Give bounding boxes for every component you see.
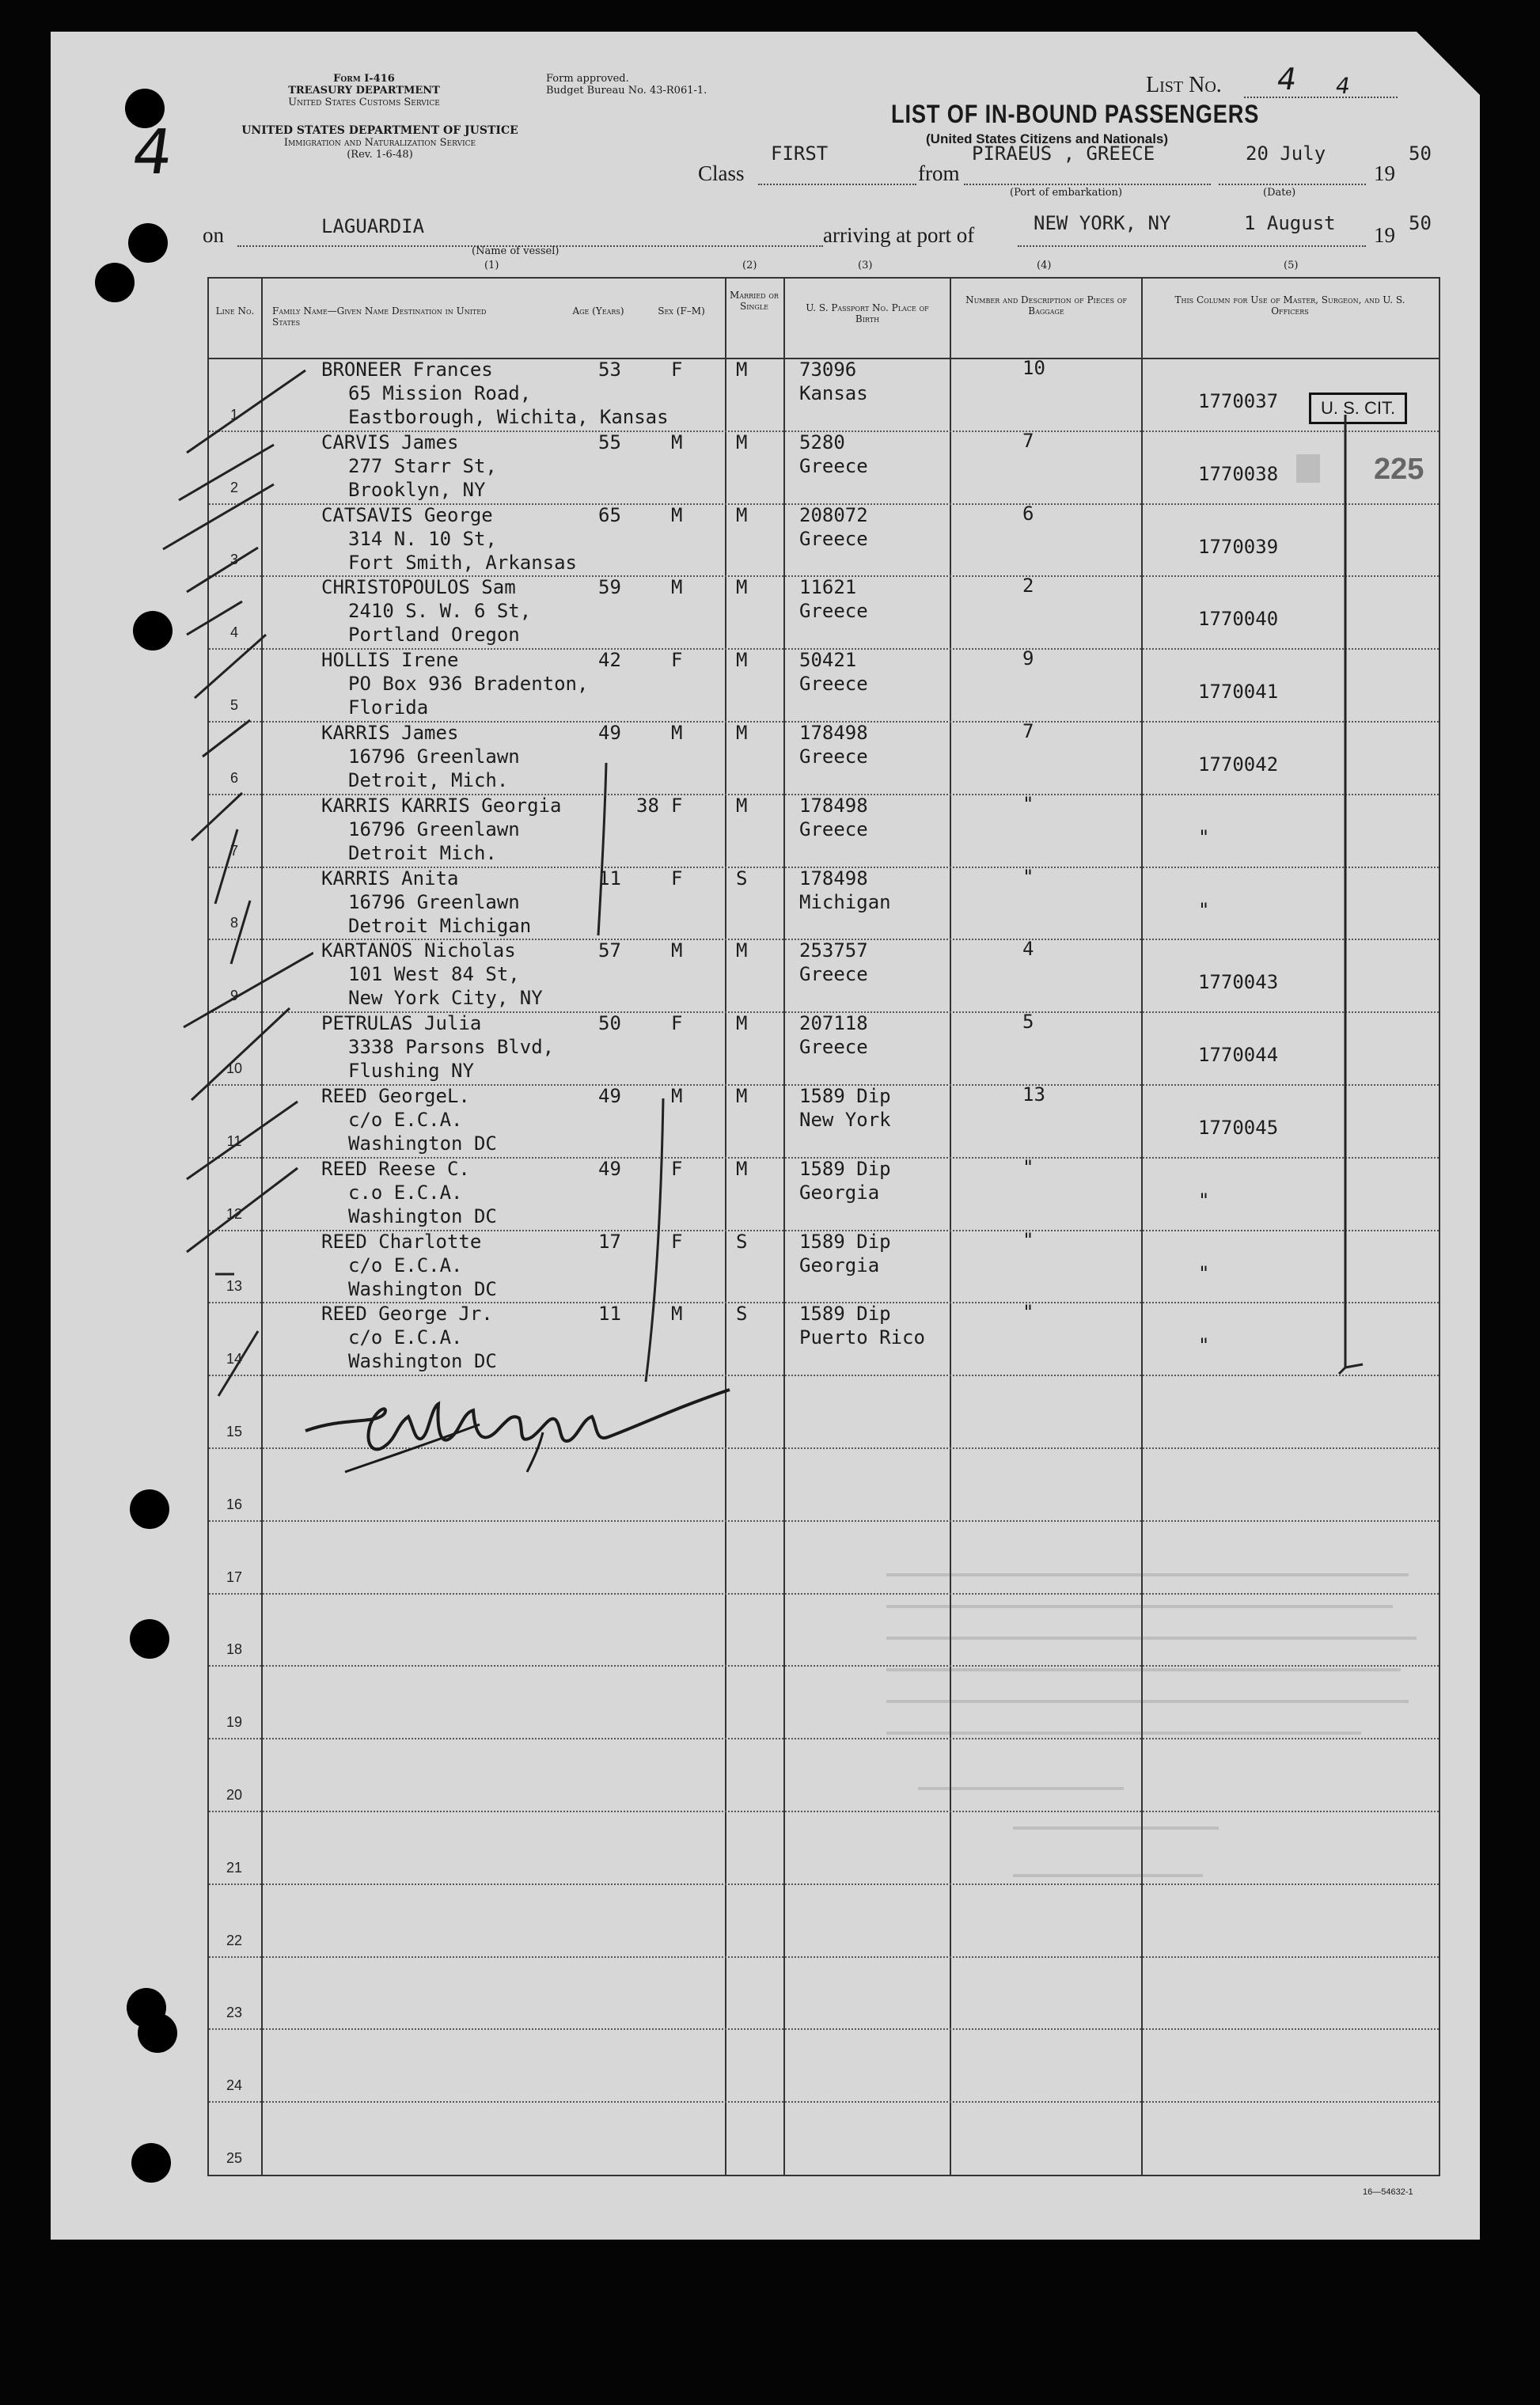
passenger-name: CARVIS James bbox=[321, 431, 459, 453]
sex: F bbox=[671, 358, 683, 381]
vessel-caption: (Name of vessel) bbox=[472, 245, 559, 257]
page-subtitle: (United States Citizens and Nationals) bbox=[926, 131, 1169, 146]
passport-number: 5280 bbox=[799, 431, 845, 453]
baggage-count: 4 bbox=[1022, 938, 1034, 960]
destination-street: 16796 Greenlawn bbox=[348, 891, 520, 913]
justice-block bbox=[198, 125, 562, 161]
treasury-department: TREASURY DEPARTMENT bbox=[288, 85, 440, 97]
passport-number: 73096 bbox=[799, 358, 857, 381]
passenger-name: REED Reese C. bbox=[321, 1158, 470, 1180]
binder-hole bbox=[130, 1489, 169, 1529]
baggage-count: " bbox=[1022, 1229, 1034, 1251]
sex: F bbox=[671, 795, 683, 817]
destination-city: Flushing NY bbox=[348, 1060, 474, 1082]
year-prefix: 19 bbox=[1374, 161, 1395, 185]
col-number: (4) bbox=[1037, 260, 1052, 271]
line-number: 21 bbox=[226, 1860, 243, 1876]
destination-city: Detroit Michigan bbox=[348, 915, 532, 937]
line-number: 23 bbox=[226, 2005, 243, 2020]
age: 57 bbox=[598, 939, 621, 962]
place-of-birth: Kansas bbox=[799, 382, 868, 404]
officer-number: 1770039 bbox=[1198, 536, 1279, 558]
destination-street: 3338 Parsons Blvd, bbox=[348, 1036, 555, 1058]
line-number: 19 bbox=[226, 1714, 243, 1730]
sex: F bbox=[671, 1158, 683, 1180]
passenger-name: KARRIS Anita bbox=[321, 867, 459, 890]
sex: M bbox=[671, 576, 683, 598]
class-value: FIRST bbox=[771, 142, 829, 165]
col-number: (3) bbox=[858, 260, 873, 271]
destination-street: 2410 S. W. 6 St, bbox=[348, 600, 532, 622]
justice-department: UNITED STATES DEPARTMENT OF JUSTICE bbox=[241, 124, 518, 137]
line-number: 1 bbox=[229, 407, 238, 423]
passenger-name: REED George Jr. bbox=[321, 1303, 493, 1325]
marital-status: S bbox=[736, 1303, 748, 1325]
budget-bureau: Budget Bureau No. 43-R061-1. bbox=[546, 85, 707, 97]
baggage-count: 7 bbox=[1022, 430, 1034, 452]
age: 42 bbox=[598, 649, 621, 671]
col-header-age: Age (Years) bbox=[572, 305, 624, 317]
bleed-through bbox=[886, 1559, 1424, 1931]
baggage-count: 6 bbox=[1022, 503, 1034, 525]
destination-street: PO Box 936 Bradenton, bbox=[348, 673, 589, 695]
marital-status: M bbox=[736, 795, 748, 817]
destination-city: Brooklyn, NY bbox=[348, 479, 486, 501]
destination-street: c/o E.C.A. bbox=[348, 1254, 463, 1276]
officer-number: " bbox=[1198, 1262, 1210, 1284]
destination-city: Florida bbox=[348, 696, 429, 719]
line-number: 8 bbox=[229, 915, 238, 931]
officer-number: 1770042 bbox=[1198, 753, 1279, 776]
form-number: Form I-416 bbox=[333, 73, 395, 85]
destination-street: c.o E.C.A. bbox=[348, 1182, 463, 1204]
age: 65 bbox=[598, 504, 621, 526]
marital-status: M bbox=[736, 504, 748, 526]
port-caption: (Port of embarkation) bbox=[1010, 187, 1123, 199]
passenger-name: HOLLIS Irene bbox=[321, 649, 459, 671]
baggage-count: 2 bbox=[1022, 575, 1034, 597]
place-of-birth: Georgia bbox=[799, 1254, 880, 1276]
col-header-baggage: Number and Description of Pieces of Baggage bbox=[965, 294, 1127, 317]
baggage-count: 9 bbox=[1022, 647, 1034, 670]
baggage-count: " bbox=[1022, 1301, 1034, 1323]
reed-family-bracket bbox=[639, 1095, 671, 1388]
col-divider bbox=[783, 277, 785, 2176]
customs-service: United States Customs Service bbox=[288, 97, 440, 108]
passport-number: 1589 Dip bbox=[799, 1158, 891, 1180]
marital-status: M bbox=[736, 649, 748, 671]
passport-number: 178498 bbox=[799, 795, 868, 817]
immigration-service: Immigration and Naturalization Service bbox=[283, 137, 476, 149]
sex: M bbox=[671, 1085, 683, 1107]
destination-street: 16796 Greenlawn bbox=[348, 745, 520, 768]
sex: M bbox=[671, 431, 683, 453]
list-no-value: 4 bbox=[1274, 62, 1300, 97]
row-divider bbox=[209, 1956, 1439, 1958]
line-number: 2 bbox=[229, 480, 238, 495]
age: 49 bbox=[598, 1085, 621, 1107]
sex: F bbox=[671, 867, 683, 890]
on-label: on bbox=[203, 223, 224, 247]
destination-street: 277 Starr St, bbox=[348, 455, 497, 477]
place-of-birth: Puerto Rico bbox=[799, 1326, 925, 1349]
passport-number: 253757 bbox=[799, 939, 868, 962]
age: 38 bbox=[636, 795, 659, 817]
age: 11 bbox=[598, 1303, 621, 1325]
footer-code: 16—54632-1 bbox=[1363, 2187, 1413, 2197]
row-divider bbox=[209, 2028, 1439, 2030]
destination-city: Eastborough, Wichita, Kansas bbox=[348, 406, 669, 428]
marital-status: M bbox=[736, 358, 748, 381]
destination-city: Detroit Mich. bbox=[348, 842, 497, 864]
officer-number: " bbox=[1198, 1334, 1210, 1356]
col-header-name: Family Name—Given Name Destination in United States bbox=[272, 305, 487, 328]
place-of-birth: Michigan bbox=[799, 891, 891, 913]
list-no-label: List No. bbox=[1146, 73, 1222, 97]
passport-number: 1589 Dip bbox=[799, 1303, 891, 1325]
col-divider bbox=[725, 277, 726, 2176]
baggage-count: " bbox=[1022, 866, 1034, 888]
officer-number: 1770038 bbox=[1198, 463, 1279, 485]
line-number: 4 bbox=[229, 624, 238, 640]
passenger-name: CHRISTOPOULOS Sam bbox=[321, 576, 516, 598]
row-divider bbox=[209, 1520, 1439, 1522]
embarkation-date: 20 July bbox=[1246, 142, 1326, 165]
officer-number: " bbox=[1198, 899, 1210, 921]
officer-bracket bbox=[1337, 412, 1385, 1377]
passenger-name: BRONEER Frances bbox=[321, 358, 493, 381]
line-number: 20 bbox=[226, 1787, 243, 1803]
marital-status: M bbox=[736, 1158, 748, 1180]
age: 49 bbox=[598, 722, 621, 744]
place-of-birth: Georgia bbox=[799, 1182, 880, 1204]
baggage-count: 5 bbox=[1022, 1011, 1034, 1033]
place-of-birth: Greece bbox=[799, 600, 868, 622]
col-header-sex: Sex (F–M) bbox=[658, 305, 705, 317]
binder-hole bbox=[95, 263, 135, 302]
col-number: (1) bbox=[484, 260, 499, 271]
line-number: 25 bbox=[226, 2150, 243, 2166]
class-label: Class bbox=[698, 161, 745, 185]
officer-number: 1770040 bbox=[1198, 608, 1279, 630]
sex: M bbox=[671, 939, 683, 962]
karris-family-bracket bbox=[592, 760, 616, 942]
destination-street: c/o E.C.A. bbox=[348, 1109, 463, 1131]
passport-number: 178498 bbox=[799, 867, 868, 890]
place-of-birth: Greece bbox=[799, 818, 868, 840]
line-number: 11 bbox=[226, 1133, 242, 1149]
binder-hole bbox=[138, 2013, 177, 2053]
row-check-marks bbox=[155, 366, 313, 1410]
sex: M bbox=[671, 504, 683, 526]
line-number: 17 bbox=[226, 1569, 243, 1585]
destination-street: c/o E.C.A. bbox=[348, 1326, 463, 1349]
folded-corner bbox=[1417, 32, 1480, 95]
passport-number: 208072 bbox=[799, 504, 868, 526]
arrival-date: 1 August bbox=[1244, 212, 1336, 234]
line-number: 6 bbox=[229, 770, 238, 786]
line-number: 3 bbox=[229, 552, 238, 567]
col-header-married: Married or Single bbox=[730, 290, 779, 312]
line-number: 15 bbox=[226, 1424, 243, 1440]
baggage-count: " bbox=[1022, 793, 1034, 815]
table-bottom-border bbox=[207, 2175, 1440, 2176]
line-number: 24 bbox=[226, 2077, 243, 2093]
stamp-count-smudge bbox=[1296, 454, 1320, 483]
arriving-label: arriving at port of bbox=[823, 223, 975, 247]
age: 59 bbox=[598, 576, 621, 598]
age: 50 bbox=[598, 1012, 621, 1034]
line-number: 22 bbox=[226, 1933, 243, 1948]
destination-street: 101 West 84 St, bbox=[348, 963, 520, 985]
officer-number: 1770041 bbox=[1198, 681, 1279, 703]
col-header-passport: U. S. Passport No. Place of Birth bbox=[806, 302, 929, 324]
passenger-name: KARRIS James bbox=[321, 722, 459, 744]
passport-number: 178498 bbox=[799, 722, 868, 744]
vessel-name: LAGUARDIA bbox=[321, 215, 425, 237]
passport-number: 207118 bbox=[799, 1012, 868, 1034]
sex: M bbox=[671, 722, 683, 744]
passenger-name: KARTANOS Nicholas bbox=[321, 939, 516, 962]
marital-status: M bbox=[736, 1085, 748, 1107]
destination-city: Washington DC bbox=[348, 1350, 497, 1372]
place-of-birth: Greece bbox=[799, 1036, 868, 1058]
col-header-officers: This Column for Use of Master, Surgeon, and U. S. Officers bbox=[1174, 294, 1405, 317]
baggage-count: " bbox=[1022, 1156, 1034, 1178]
approval-block bbox=[546, 73, 707, 97]
destination-city: New York City, NY bbox=[348, 987, 543, 1009]
marital-status: S bbox=[736, 867, 748, 890]
line-number: 18 bbox=[226, 1641, 243, 1657]
passenger-name: CATSAVIS George bbox=[321, 504, 493, 526]
binder-hole bbox=[128, 223, 168, 263]
date-caption: (Date) bbox=[1263, 187, 1296, 199]
page-number-note: 4 bbox=[127, 117, 177, 188]
arrival-port: NEW YORK, NY bbox=[1034, 212, 1171, 234]
line-number: 10 bbox=[226, 1060, 243, 1076]
col-number: (5) bbox=[1284, 260, 1299, 271]
destination-street: 65 Mission Road, bbox=[348, 382, 532, 404]
list-no-extra: 4 bbox=[1333, 73, 1352, 99]
age: 11 bbox=[598, 867, 621, 890]
place-of-birth: Greece bbox=[799, 745, 868, 768]
line-number: 12 bbox=[226, 1206, 243, 1222]
age: 53 bbox=[598, 358, 621, 381]
arrival-year-prefix: 19 bbox=[1374, 223, 1395, 247]
passenger-name: REED GeorgeL. bbox=[321, 1085, 470, 1107]
page-title: LIST OF IN-BOUND PASSENGERS bbox=[891, 100, 1260, 128]
passenger-name: PETRULAS Julia bbox=[321, 1012, 482, 1034]
marital-status: M bbox=[736, 939, 748, 962]
from-label: from bbox=[918, 161, 960, 185]
passport-number: 1589 Dip bbox=[799, 1231, 891, 1253]
passport-number: 50421 bbox=[799, 649, 857, 671]
passenger-name: REED Charlotte bbox=[321, 1231, 482, 1253]
marital-status: M bbox=[736, 431, 748, 453]
destination-street: 314 N. 10 St, bbox=[348, 528, 497, 550]
destination-street: 16796 Greenlawn bbox=[348, 818, 520, 840]
destination-city: Fort Smith, Arkansas bbox=[348, 552, 577, 574]
binder-hole bbox=[130, 1619, 169, 1659]
col-number: (2) bbox=[742, 260, 757, 271]
destination-city: Washington DC bbox=[348, 1205, 497, 1227]
sex: F bbox=[671, 649, 683, 671]
sex: M bbox=[671, 1303, 683, 1325]
officer-number: " bbox=[1198, 826, 1210, 848]
line-number: 14 bbox=[226, 1351, 243, 1367]
place-of-birth: Greece bbox=[799, 673, 868, 695]
marital-status: S bbox=[736, 1231, 748, 1253]
officer-number: 1770037 bbox=[1198, 390, 1279, 412]
marital-status: M bbox=[736, 576, 748, 598]
list-no-field bbox=[1244, 70, 1398, 98]
passport-number: 11621 bbox=[799, 576, 857, 598]
destination-city: Portland Oregon bbox=[348, 624, 520, 646]
line-number: 9 bbox=[229, 988, 238, 1003]
age: 49 bbox=[598, 1158, 621, 1180]
officer-number: 1770044 bbox=[1198, 1044, 1279, 1066]
stamp-count: 225 bbox=[1374, 453, 1424, 486]
marital-status: M bbox=[736, 1012, 748, 1034]
age: 17 bbox=[598, 1231, 621, 1253]
form-approved: Form approved. bbox=[546, 73, 629, 85]
form-number-block bbox=[261, 73, 467, 108]
line-number: 5 bbox=[229, 697, 238, 713]
baggage-count: 13 bbox=[1022, 1083, 1045, 1106]
destination-city: Detroit, Mich. bbox=[348, 769, 509, 791]
destination-city: Washington DC bbox=[348, 1132, 497, 1155]
year-value: 50 bbox=[1409, 142, 1432, 165]
officer-number: 1770045 bbox=[1198, 1117, 1279, 1139]
binder-hole bbox=[131, 2143, 171, 2183]
line-number: 16 bbox=[226, 1496, 243, 1512]
age: 55 bbox=[598, 431, 621, 453]
table-top-border bbox=[207, 277, 1440, 279]
sex: F bbox=[671, 1231, 683, 1253]
arrival-year: 50 bbox=[1409, 212, 1432, 234]
port-of-embarkation: PIRAEUS , GREECE bbox=[972, 142, 1155, 165]
place-of-birth: Greece bbox=[799, 528, 868, 550]
place-of-birth: Greece bbox=[799, 963, 868, 985]
officer-number: 1770043 bbox=[1198, 971, 1279, 993]
place-of-birth: Greece bbox=[799, 455, 868, 477]
place-of-birth: New York bbox=[799, 1109, 891, 1131]
line-number: 13 bbox=[226, 1278, 243, 1294]
passenger-name: KARRIS KARRIS Georgia bbox=[321, 795, 562, 817]
revision: (Rev. 1-6-48) bbox=[347, 149, 413, 161]
us-citizen-stamp: U. S. CIT. bbox=[1309, 393, 1407, 424]
officer-number: " bbox=[1198, 1189, 1210, 1212]
baggage-count: 7 bbox=[1022, 720, 1034, 742]
destination-city: Washington DC bbox=[348, 1278, 497, 1300]
col-header-line-no: Line No. bbox=[215, 305, 255, 317]
handwritten-signature bbox=[298, 1369, 741, 1496]
col-divider bbox=[1439, 277, 1440, 2176]
sex: F bbox=[671, 1012, 683, 1034]
baggage-count: 10 bbox=[1022, 357, 1045, 379]
marital-status: M bbox=[736, 722, 748, 744]
line-number: 7 bbox=[229, 843, 238, 859]
passport-number: 1589 Dip bbox=[799, 1085, 891, 1107]
row-divider bbox=[209, 2101, 1439, 2103]
